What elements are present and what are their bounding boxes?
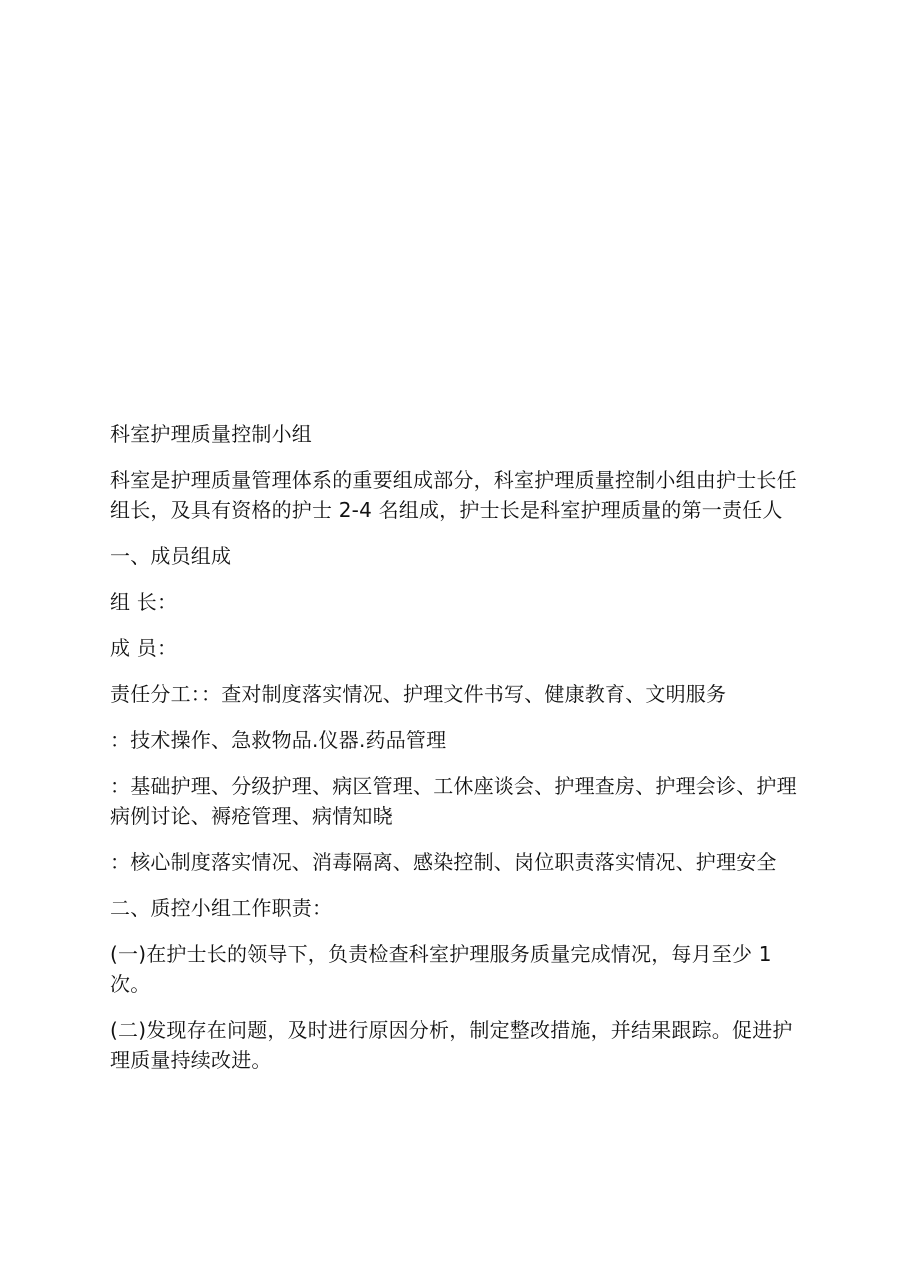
- responsibility-item-1: (一)在护士长的领导下，负责检查科室护理服务质量完成情况，每月至少 1 次。: [110, 942, 772, 996]
- duty-item-core-system: ：核心制度落实情况、消毒隔离、感染控制、岗位职责落实情况、护理安全: [110, 850, 777, 874]
- document-body: [110, 419, 800, 1075]
- duty-item-basic-care: ：基础护理、分级护理、病区管理、工休座谈会、护理查房、护理会诊、护理病例讨论、褥疮管理、病情知晓: [110, 774, 797, 828]
- leader-line: 组 长：: [110, 590, 178, 614]
- document-title: 科室护理质量控制小组: [110, 422, 312, 446]
- members-line: 成 员：: [110, 636, 178, 660]
- section-heading-responsibilities: 二、质控小组工作职责：: [110, 896, 333, 920]
- responsibility-item-2: (二)发现存在问题，及时进行原因分析，制定整改措施，并结果跟踪。促进护理质量持续改进。: [110, 1018, 793, 1072]
- duty-item-technique: ：技术操作、急救物品.仪器.药品管理: [110, 728, 447, 752]
- section-heading-members: 一、成员组成: [110, 544, 232, 568]
- duty-assignment-line: 责任分工：：查对制度落实情况、护理文件书写、健康教育、文明服务: [110, 682, 727, 706]
- intro-paragraph: 科室是护理质量管理体系的重要组成部分，科室护理质量控制小组由护士长任组长，及具有资格的护士 2-4 名组成，护士长是科室护理质量的第一责任人: [110, 468, 797, 522]
